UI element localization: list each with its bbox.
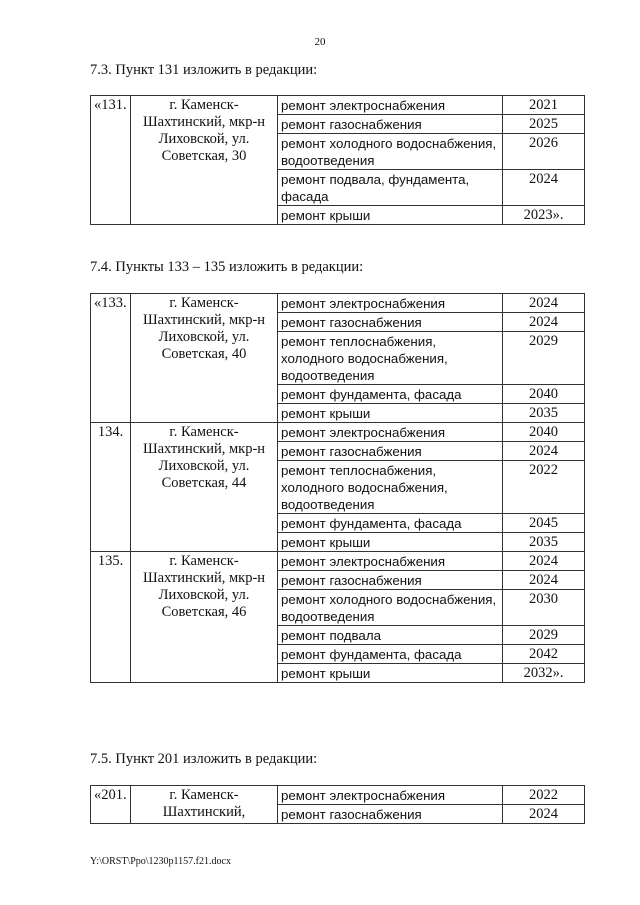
- item-address: г. Каменск-Шахтинский, мкр-н Лиховской, ул. Советская, 44: [131, 423, 278, 552]
- table-item-131: [90, 95, 585, 225]
- work-year: 2024: [503, 294, 585, 313]
- table-row: [91, 423, 585, 442]
- work-year: 2022: [503, 786, 585, 805]
- work-name: ремонт электроснабжения: [278, 294, 503, 313]
- work-name: ремонт газоснабжения: [278, 442, 503, 461]
- work-year: 2023».: [503, 206, 585, 225]
- work-year: 2024: [503, 552, 585, 571]
- item-address: г. Каменск-Шахтинский, мкр-н Лиховской, ул. Советская, 46: [131, 552, 278, 683]
- work-name: ремонт газоснабжения: [278, 571, 503, 590]
- work-name: ремонт холодного водоснабжения, водоотведения: [278, 134, 503, 170]
- work-year: 2045: [503, 514, 585, 533]
- work-name: ремонт электроснабжения: [278, 786, 503, 805]
- work-year: 2022: [503, 461, 585, 514]
- work-name: ремонт подвала: [278, 626, 503, 645]
- section-heading-7-4: 7.4. Пункты 133 – 135 изложить в редакции:: [90, 259, 364, 275]
- item-address: г. Каменск-Шахтинский, мкр-н Лиховской, ул. Советская, 30: [131, 96, 278, 225]
- work-name: ремонт фундамента, фасада: [278, 645, 503, 664]
- work-year: 2024: [503, 170, 585, 206]
- work-name: ремонт электроснабжения: [278, 96, 503, 115]
- table-items-133-135: [90, 293, 585, 683]
- section-heading-7-3: 7.3. Пункт 131 изложить в редакции:: [90, 62, 318, 78]
- work-name: ремонт теплоснабжения, холодного водоснабжения, водоотведения: [278, 461, 503, 514]
- work-year: 2026: [503, 134, 585, 170]
- work-year: 2035: [503, 404, 585, 423]
- file-path-footer: Y:\ORST\Ppo\1230p1157.f21.docx: [90, 856, 231, 867]
- work-name: ремонт фундамента, фасада: [278, 514, 503, 533]
- work-year: 2030: [503, 590, 585, 626]
- work-name: ремонт газоснабжения: [278, 805, 503, 824]
- work-name: ремонт холодного водоснабжения, водоотведения: [278, 590, 503, 626]
- work-name: ремонт газоснабжения: [278, 115, 503, 134]
- item-number: «133.: [91, 294, 131, 423]
- work-year: 2024: [503, 313, 585, 332]
- work-year: 2024: [503, 442, 585, 461]
- work-year: 2035: [503, 533, 585, 552]
- section-heading-7-5: 7.5. Пункт 201 изложить в редакции:: [90, 751, 318, 767]
- work-name: ремонт подвала, фундамента, фасада: [278, 170, 503, 206]
- table-row: [91, 786, 585, 805]
- item-number: «131.: [91, 96, 131, 225]
- table-row: [91, 96, 585, 115]
- work-year: 2029: [503, 626, 585, 645]
- work-name: ремонт газоснабжения: [278, 313, 503, 332]
- work-year: 2040: [503, 385, 585, 404]
- work-year: 2021: [503, 96, 585, 115]
- work-name: ремонт крыши: [278, 664, 503, 683]
- item-address: г. Каменск-Шахтинский, мкр-н Лиховской, ул. Советская, 40: [131, 294, 278, 423]
- table-item-201: [90, 785, 585, 824]
- work-year: 2040: [503, 423, 585, 442]
- work-name: ремонт фундамента, фасада: [278, 385, 503, 404]
- work-year: 2032».: [503, 664, 585, 683]
- item-number: «201.: [91, 786, 131, 824]
- work-name: ремонт крыши: [278, 404, 503, 423]
- work-name: ремонт электроснабжения: [278, 552, 503, 571]
- item-number: 135.: [91, 552, 131, 683]
- work-name: ремонт теплоснабжения, холодного водоснабжения, водоотведения: [278, 332, 503, 385]
- work-year: 2042: [503, 645, 585, 664]
- work-year: 2024: [503, 571, 585, 590]
- work-name: ремонт крыши: [278, 533, 503, 552]
- item-number: 134.: [91, 423, 131, 552]
- table-row: [91, 552, 585, 571]
- item-address: г. Каменск-Шахтинский,: [131, 786, 278, 824]
- page-number: 20: [314, 36, 326, 48]
- work-name: ремонт крыши: [278, 206, 503, 225]
- work-name: ремонт электроснабжения: [278, 423, 503, 442]
- table-row: [91, 294, 585, 313]
- work-year: 2024: [503, 805, 585, 824]
- work-year: 2029: [503, 332, 585, 385]
- work-year: 2025: [503, 115, 585, 134]
